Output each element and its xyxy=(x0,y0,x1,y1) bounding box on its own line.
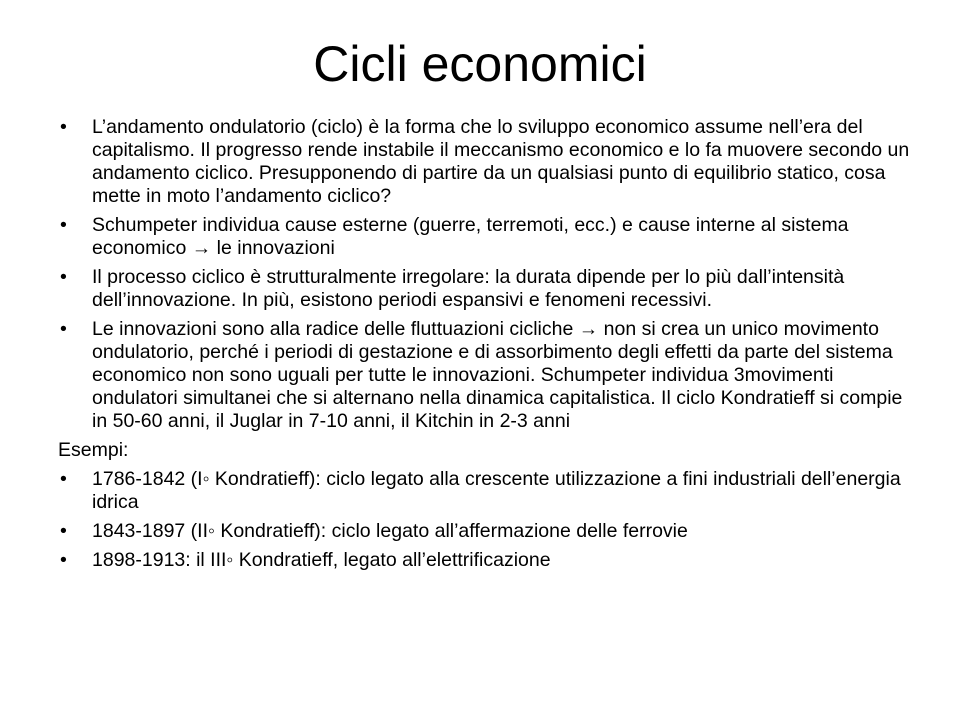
bullet-marker: • xyxy=(60,116,67,138)
example-item-1 xyxy=(58,468,916,514)
bullet-text: Le innovazioni sono alla radice delle fluttuazioni cicliche → non si crea un unico movimento ondulatorio, perché i periodi di gestazione e di assorbimento degli effetti da parte del sistema economico non sono uguali per tutte le innovazioni. Schumpeter individua 3movimenti ondulatori simultanei che si alternano nella dinamica capitalistica. Il ciclo Kondratieff si compie in 50-60 anni, il Juglar in 7-10 anni, il Kitchin in 2-3 anni xyxy=(92,318,903,432)
examples-label: Esempi: xyxy=(58,439,129,461)
example-item-3 xyxy=(58,549,916,572)
example-text: 1843-1897 (II◦ Kondratieff): ciclo legato all’affermazione delle ferrovie xyxy=(92,520,688,542)
bullet-text: Il processo ciclico è strutturalmente irregolare: la durata dipende per lo più dall’intensità dell’innovazione. In più, esistono periodi espansivi e fenomeni recessivi. xyxy=(92,266,845,311)
slide-title: Cicli economici xyxy=(313,36,647,92)
example-text: 1786-1842 (I◦ Kondratieff): ciclo legato alla crescente utilizzazione a fini industriali dell’energia idrica xyxy=(92,468,901,513)
bullet-paragraph-4 xyxy=(58,318,916,433)
bullet-text: L’andamento ondulatorio (ciclo) è la forma che lo sviluppo economico assume nell’era del capitalismo. Il progresso rende instabile il meccanismo economico e lo fa muovere secondo un andamento ciclico. Presupponendo di partire da un qualsiasi punto di equilibrio statico, cosa mette in moto l’andamento ciclico? xyxy=(92,116,910,207)
example-item-2 xyxy=(58,520,916,543)
bullet-marker: • xyxy=(60,318,67,340)
bullet-marker: • xyxy=(60,266,67,288)
bullet-paragraph-1 xyxy=(58,116,916,208)
bullet-paragraph-2 xyxy=(58,214,916,260)
bullet-marker: • xyxy=(60,468,67,490)
example-text: 1898-1913: il III◦ Kondratieff, legato all’elettrificazione xyxy=(92,549,551,571)
bullet-marker: • xyxy=(60,214,67,236)
bullet-text: Schumpeter individua cause esterne (guerre, terremoti, ecc.) e cause interne al sistema economico → le innovazioni xyxy=(92,214,849,259)
bullet-marker: • xyxy=(60,549,67,571)
bullet-marker: • xyxy=(60,520,67,542)
bullet-paragraph-3 xyxy=(58,266,916,312)
slide-body xyxy=(58,116,916,578)
